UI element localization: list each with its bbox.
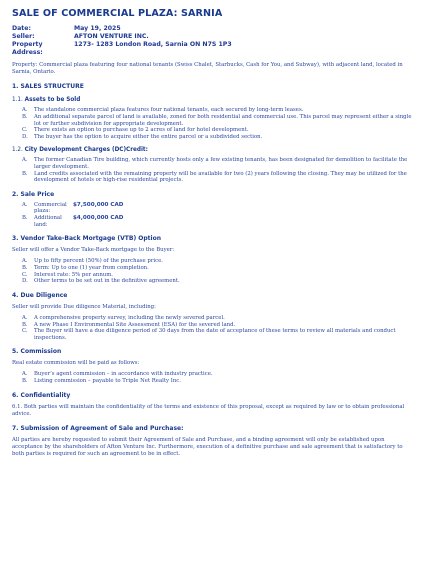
list-text: A new Phase I Environmental Site Assessment (ESA) for the severed land. — [34, 321, 236, 328]
section-heading-commission: 5. Commission — [12, 348, 62, 356]
list-text: Interest rate: 5% per annum. — [34, 271, 114, 278]
price-label: Commercial plaza: — [34, 201, 67, 215]
list-letter: B. — [22, 321, 28, 328]
subsection-title: City Development Charges (DC)Credit: — [24, 147, 148, 154]
meta-row-date — [12, 25, 413, 33]
price-label: Additional land: — [34, 214, 62, 228]
list-text: Term: Up to one (1) year from completion. — [34, 264, 149, 271]
price-value: $4,000,000 CAD — [73, 214, 124, 221]
list-letter: A. — [22, 314, 28, 321]
list-item — [22, 278, 413, 285]
list-text: Land credits associated with the remaining property will be available for two (2) years following the closing. They may be utilized for the development of hotels or high-rise residential projects. — [34, 170, 407, 184]
meta-row-address — [12, 41, 413, 57]
list-letter: C. — [22, 271, 28, 278]
vtb-intro: Seller will offer a Vendor Take-Back mortgage to the Buyer: — [12, 247, 175, 254]
list-text: The Buyer will have a due diligence period of 30 days from the date of acceptance of these terms to review all materials and conduct inspections. — [34, 328, 396, 341]
section-heading-confidentiality: 6. Confidentiality — [12, 391, 71, 399]
subsection-title: Assets to be Sold — [24, 97, 81, 104]
confidentiality-text: 6.1. Both parties will maintain the confidentiality of the terms and existence of this proposal, except as required by law or to obtain professional advice. — [12, 403, 405, 417]
list-letter: D. — [22, 133, 28, 140]
due-diligence-intro: Seller will provide Due diligence Material, including: — [12, 303, 156, 310]
section-heading-due-diligence: 4. Due Diligence — [12, 291, 68, 299]
list-text: A comprehensive property survey, including the newly severed parcel. — [34, 314, 225, 321]
list-letter: A. — [22, 107, 28, 114]
list-text: Other terms to be set out in the definitive agreement. — [34, 278, 180, 285]
list-letter: B. — [22, 214, 28, 221]
list-letter: B. — [22, 114, 28, 120]
meta-value: AFTON VENTURE INC. — [74, 33, 149, 40]
list-letter: C. — [22, 328, 28, 335]
list-text: Up to fifty percent (50%) of the purchase price. — [34, 258, 163, 265]
property-description: Property: Commercial plaza featuring four national tenants (Swiss Chalet, Starbucks, Cash for You, and Subway), with adjacent land, located in Sarnia, Ontario. — [12, 62, 403, 76]
list-item — [22, 127, 413, 134]
list-item — [22, 133, 413, 141]
submission-text: All parties are hereby requested to submit their Agreement of Sale and Purchase, and a binding agreement will only be established upon acceptance by the shareholders of Afton Venture Inc. Furthermore, execution of a definitive purchase and sale agreement that is satisfactory to both parties is required for such an agreement to be in effect. — [12, 437, 403, 458]
list-item — [22, 107, 413, 114]
sale-price-list — [12, 202, 413, 228]
meta-label: Property Address: — [12, 41, 43, 56]
list-item — [22, 157, 413, 170]
list-item — [22, 258, 413, 265]
price-value: $7,500,000 CAD — [73, 201, 124, 208]
meta-value: May 19, 2025 — [74, 25, 121, 32]
list-item — [22, 271, 413, 279]
subsection-number: 1.1. — [12, 97, 23, 104]
list-text: Listing commission – payable to Triple Net Realty Inc. — [34, 378, 181, 385]
list-item — [22, 328, 413, 341]
commission-list — [12, 371, 413, 384]
section-heading-vtb: 3. Vendor Take-Back Mortgage (VTB) Option — [12, 235, 161, 243]
list-letter: A. — [22, 157, 28, 164]
due-diligence-list — [12, 315, 413, 341]
section-heading-sales-structure: 1. SALES STRUCTURE — [12, 83, 84, 91]
list-item — [22, 378, 413, 385]
list-item — [22, 371, 413, 378]
list-item — [22, 321, 413, 329]
meta-block — [12, 25, 413, 57]
list-text: There exists an option to purchase up to 2 acres of land for hotel development. — [34, 127, 249, 134]
meta-value: 1273- 1283 London Road, Sarnia ON N7S 1P3 — [74, 41, 232, 48]
list-letter: A. — [22, 201, 28, 208]
section-heading-submission: 7. Submission of Agreement of Sale and Purchase: — [12, 425, 184, 433]
document-title: SALE OF COMMERCIAL PLAZA: SARNIA — [12, 8, 223, 19]
list-letter: B. — [22, 264, 28, 271]
subsection-heading-dc-credit — [12, 147, 413, 153]
list-letter: B. — [22, 170, 28, 177]
list-text: An additional separate parcel of land is available, zoned for both residential and commercial use. This parcel may represent either a single lot or further subdivision for appropriate development. — [34, 114, 412, 127]
list-item — [22, 214, 413, 228]
list-letter: A. — [22, 258, 28, 265]
section-heading-sale-price: 2. Sale Price — [12, 190, 55, 198]
commission-intro: Real estate commission will be paid as follows: — [12, 360, 140, 367]
list-item — [22, 314, 413, 322]
vtb-list — [12, 258, 413, 284]
list-text: Buyer’s agent commission – in accordance with industry practice. — [34, 371, 213, 378]
meta-label: Date: — [12, 25, 31, 32]
list-text: The former Canadian Tire building, which currently hosts only a few existing tenants, has been designated for demolition to facilitate the larger development. — [34, 157, 408, 170]
subsection-number: 1.2. — [12, 147, 23, 154]
list-item — [22, 264, 413, 272]
list-text: The buyer has the option to acquire either the entire parcel or a subdivided section. — [34, 133, 263, 140]
list-letter: A. — [22, 371, 28, 378]
list-letter: D. — [22, 278, 28, 285]
list-letter: C. — [22, 127, 28, 134]
list-item — [22, 201, 413, 215]
list-item — [22, 114, 413, 127]
meta-label: Seller: — [12, 33, 35, 40]
list-letter: B. — [22, 378, 28, 385]
list-text: The standalone commercial plaza features four national tenants, each secured by long-term leases. — [34, 107, 304, 114]
list-item — [22, 170, 413, 184]
subsection-heading-assets — [12, 97, 413, 103]
assets-list — [12, 107, 413, 140]
meta-row-seller — [12, 33, 413, 41]
dc-credit-list — [12, 157, 413, 183]
